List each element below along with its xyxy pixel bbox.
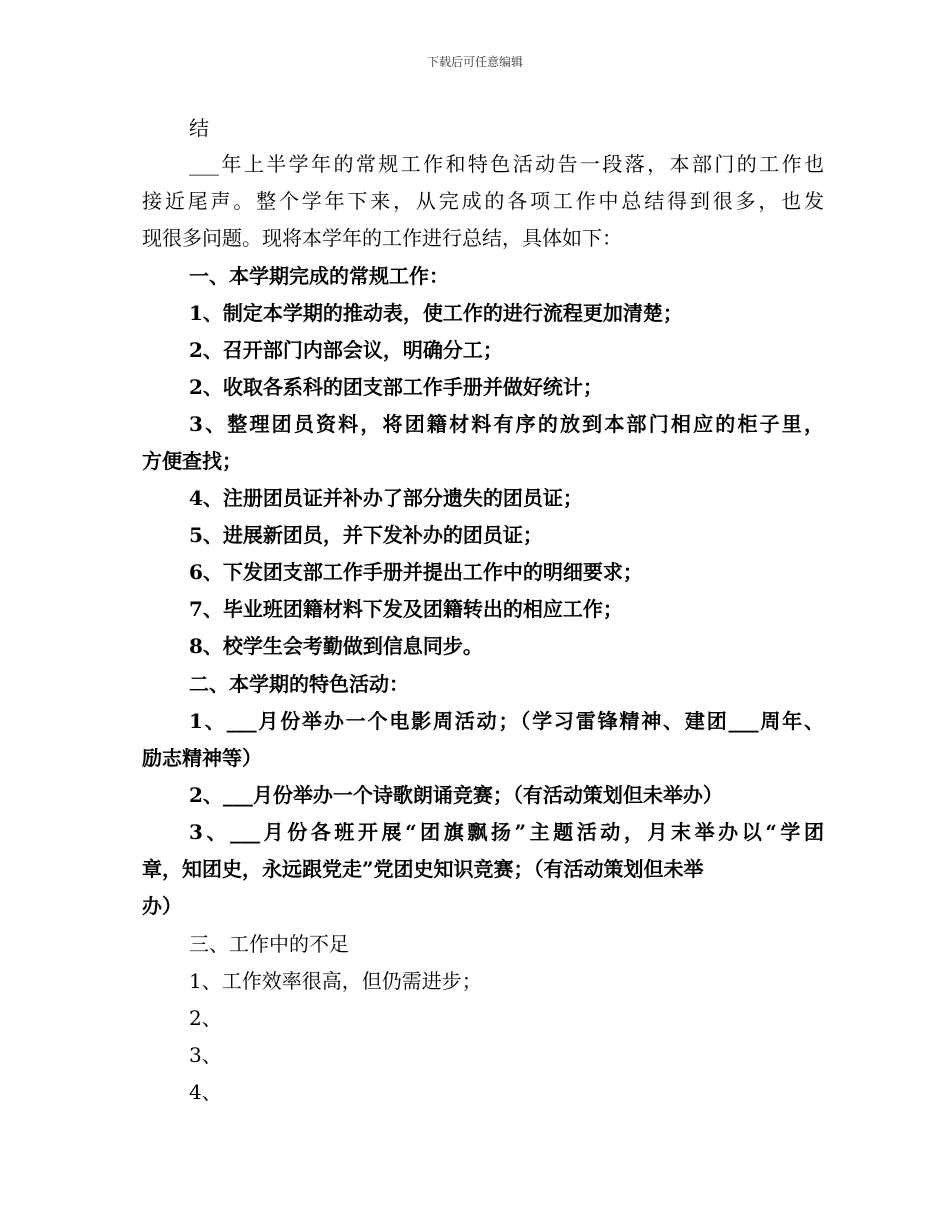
list-item: 办） <box>142 894 182 918</box>
list-item: 3、___月份各班开展“团旗飘扬”主题活动，月末举办以“学团 <box>189 820 824 844</box>
section-heading: 二、本学期的特色活动： <box>189 672 409 696</box>
list-item: 4、注册团员证并补办了部分遗失的团员证； <box>189 486 583 510</box>
section-heading: 一、本学期完成的常规工作： <box>189 264 449 288</box>
intro-line: 接近尾声。整个学年下来，从完成的各项工作中总结得到很多，也发 <box>142 189 824 213</box>
page-header: 下载后可任意编辑 <box>426 55 523 69</box>
list-item: 2、召开部门内部会议，明确分工； <box>189 338 503 362</box>
document-title: 结 <box>189 116 209 140</box>
list-item: 4、 <box>189 1080 222 1104</box>
intro-line: 现很多问题。现将本学年的工作进行总结，具体如下： <box>142 226 622 250</box>
list-item: 3、 <box>189 1043 222 1067</box>
list-item: 6、下发团支部工作手册并提出工作中的明细要求； <box>189 560 643 584</box>
list-item: 1、___月份举办一个电影周活动；（学习雷锋精神、建团___周年、 <box>189 709 824 733</box>
list-item: 2、收取各系科的团支部工作手册并做好统计； <box>189 375 603 399</box>
list-item: 2、___月份举办一个诗歌朗诵竞赛；（有活动策划但未举办） <box>189 783 723 807</box>
list-item: 励志精神等） <box>142 746 262 770</box>
list-item: 2、 <box>189 1006 222 1030</box>
list-item: 5、进展新团员，并下发补办的团员证； <box>189 523 543 547</box>
list-item: 章，知团史，永远跟党走”党团史知识竞赛；（有活动策划但未举 <box>142 857 704 881</box>
list-item: 8、校学生会考勤做到信息同步。 <box>189 634 483 658</box>
list-item: 3、整理团员资料，将团籍材料有序的放到本部门相应的柜子里， <box>189 412 824 436</box>
list-item: 7、毕业班团籍材料下发及团籍转出的相应工作； <box>189 597 623 621</box>
list-item: 方便查找； <box>142 449 242 473</box>
section-heading: 三、工作中的不足 <box>189 932 349 956</box>
list-item: 1、制定本学期的推动表，使工作的进行流程更加清楚； <box>189 301 683 325</box>
list-item: 1、工作效率很高，但仍需进步； <box>189 969 482 993</box>
intro-line: ___年上半学年的常规工作和特色活动告一段落，本部门的工作也 <box>189 152 824 176</box>
